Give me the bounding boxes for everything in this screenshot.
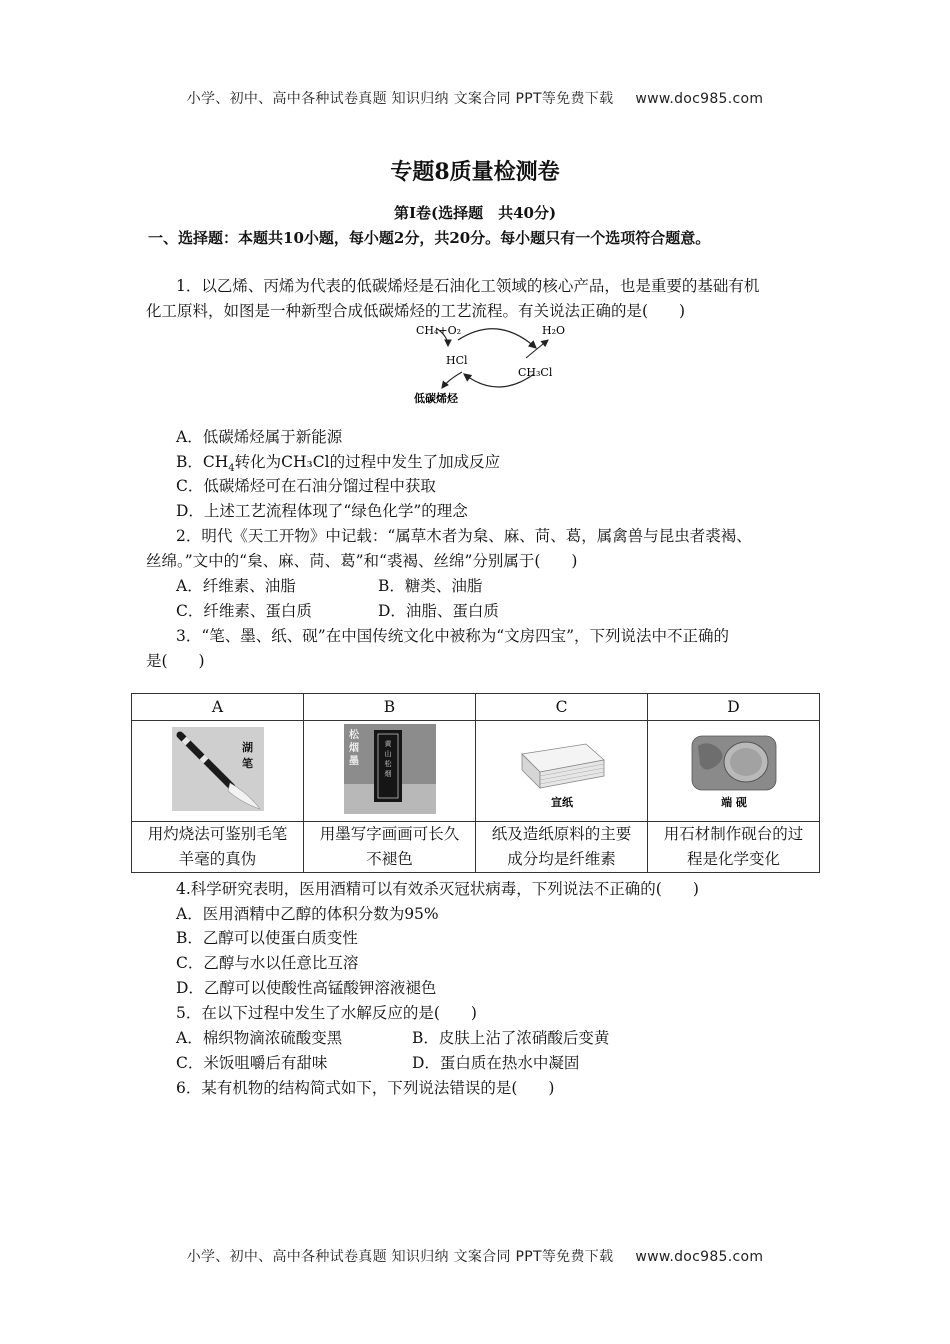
footer-site[interactable]: www.doc985.com <box>635 1249 764 1265</box>
q1-option-d: D．上述工艺流程体现了“绿色化学”的理念 <box>176 502 468 520</box>
q3-desc-d: 用石材制作砚台的过 程是化学变化 <box>648 822 820 873</box>
q2-line1: 2．明代《天工开物》中记载：“属草木者为枲、麻、苘、葛，属禽兽与昆虫者裘褐、 <box>176 527 752 545</box>
q3-image-cell-a <box>132 721 304 822</box>
q4-option-a: A．医用酒精中乙醇的体积分数为95% <box>176 905 439 923</box>
page-title: 专题8质量检测卷 <box>390 159 560 185</box>
q1-option-c: C．低碳烯烃可在石油分馏过程中获取 <box>176 477 436 495</box>
inkstone-image <box>688 726 780 812</box>
brush-label: 湖笔 <box>241 741 253 770</box>
q4-option-c: C．乙醇与水以任意比互溶 <box>176 954 359 972</box>
header-text: 小学、初中、高中各种试卷真题 知识归纳 文案合同 PPT等免费下载 <box>186 91 614 107</box>
part-title: 第Ⅰ卷(选择题 共40分) <box>393 204 557 222</box>
q4-option-b: B．乙醇可以使蛋白质变性 <box>176 929 358 947</box>
page-footer <box>0 1246 950 1266</box>
q2-option-b: B．糖类、油脂 <box>378 577 483 595</box>
q1-option-a: A．低碳烯烃属于新能源 <box>176 428 343 446</box>
header-site[interactable]: www.doc985.com <box>635 91 764 107</box>
q3-header-b: B <box>304 694 476 721</box>
q3-desc-c: 纸及造纸原料的主要 成分均是纤维素 <box>476 822 648 873</box>
q5-option-d: D．蛋白质在热水中凝固 <box>412 1054 580 1072</box>
q1-line1: 1．以乙烯、丙烯为代表的低碳烯烃是石油化工领域的核心产品，也是重要的基础有机 <box>176 277 760 295</box>
footer-text: 小学、初中、高中各种试卷真题 知识归纳 文案合同 PPT等免费下载 <box>186 1249 614 1265</box>
brush-image <box>172 727 264 811</box>
diagram-ch3cl: CH₃Cl <box>518 366 553 379</box>
q3-header-a: A <box>132 694 304 721</box>
page-header <box>0 88 950 108</box>
q3-table <box>131 693 820 873</box>
q6-stem: 6．某有机物的结构简式如下，下列说法错误的是( ) <box>176 1079 555 1097</box>
q1-line2: 化工原料，如图是一种新型合成低碳烯烃的工艺流程。有关说法正确的是( ) <box>146 302 686 320</box>
diagram-reactant: CH₄+O₂ <box>416 324 462 337</box>
q1-option-b: B．$CH_4$转化为CH₃Cl的过程中发生了加成反应 <box>176 453 501 475</box>
q5-stem: 5．在以下过程中发生了水解反应的是( ) <box>176 1004 477 1022</box>
diagram-top-arc <box>458 329 536 348</box>
q3-line2: 是( ) <box>146 652 205 670</box>
diagram-hcl: HCl <box>446 354 468 367</box>
q2-line2: 丝绵。”文中的“枲、麻、苘、葛”和“裘褐、丝绵”分别属于( ) <box>146 552 578 570</box>
q5-option-a: A．棉织物滴浓硫酸变黑 <box>176 1029 343 1047</box>
q3-line1: 3．“笔、墨、纸、砚”在中国传统文化中被称为“文房四宝”，下列说法中不正确的 <box>176 627 730 645</box>
q5-option-c: C．米饭咀嚼后有甜味 <box>176 1054 328 1072</box>
q4-option-d: D．乙醇可以使酸性高锰酸钾溶液褪色 <box>176 979 437 997</box>
q2-option-d: D．油脂、蛋白质 <box>378 602 499 620</box>
inkstone-label: 端 砚 <box>720 796 747 809</box>
q2-option-a: A．纤维素、油脂 <box>176 577 296 595</box>
diagram-water: H₂O <box>542 324 566 337</box>
q5-option-b: B．皮肤上沾了浓硝酸后变黄 <box>412 1029 610 1047</box>
ink-side-label: 松烟墨 <box>348 730 359 767</box>
q3-desc-a: 用灼烧法可鉴别毛笔 羊毫的真伪 <box>132 822 304 873</box>
q3-header-c: C <box>476 694 648 721</box>
ink-stick-label: 黄山松烟 <box>384 740 391 778</box>
paper-image <box>516 726 608 812</box>
section-title: 一、选择题：本题共10小题，每小题2分，共20分。每小题只有一个选项符合题意。 <box>148 229 711 247</box>
diagram-product: 低碳烯烃 <box>414 392 458 405</box>
q1-process-diagram <box>408 318 588 410</box>
q3-header-row <box>132 694 820 721</box>
q3-desc-b: 用墨写字画画可长久 不褪色 <box>304 822 476 873</box>
q3-header-d: D <box>648 694 820 721</box>
paper-label: 宣纸 <box>550 796 573 809</box>
q3-desc-row <box>132 822 820 873</box>
q3-image-cell-c <box>476 721 648 822</box>
q2-option-c: C．纤维素、蛋白质 <box>176 602 312 620</box>
q4-stem: 4.科学研究表明，医用酒精可以有效杀灭冠状病毒，下列说法不正确的( ) <box>176 880 699 898</box>
q3-image-cell-b <box>304 721 476 822</box>
ink-image <box>344 724 436 814</box>
q3-image-row <box>132 721 820 822</box>
q3-image-cell-d <box>648 721 820 822</box>
diagram-product-arrow <box>442 372 462 388</box>
